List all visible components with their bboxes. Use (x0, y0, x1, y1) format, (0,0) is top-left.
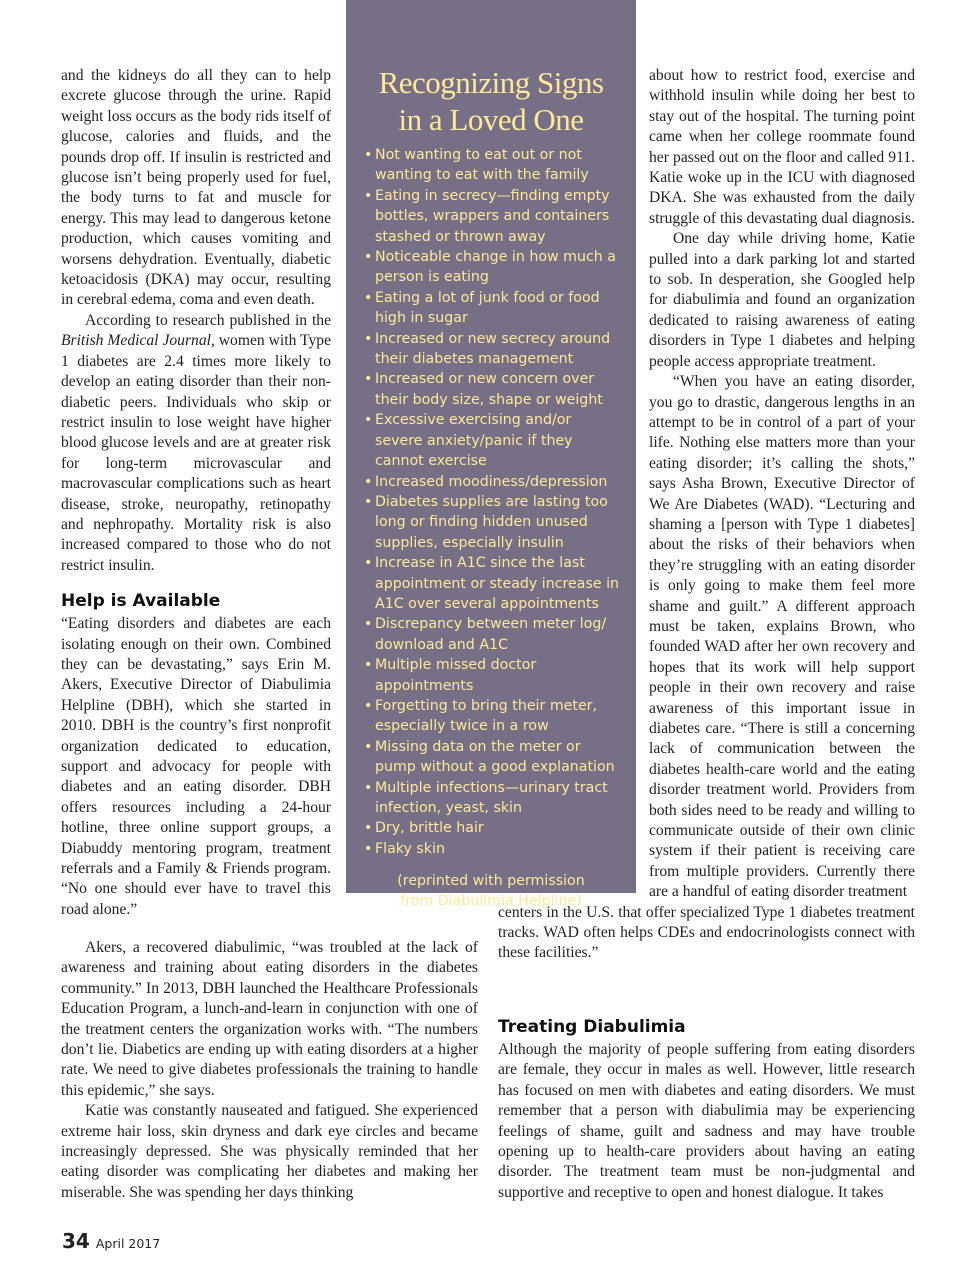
sign-list-item: • Missing data on the meter or pump without a good explanation (364, 737, 622, 778)
section-heading-help: Help is Available (61, 591, 221, 612)
body-paragraph: about how to restrict food, exercise and withhold insulin while doing her best to stay out of the hospital. The turning point came when her college roommate found her passed out on the floor and called 911. Katie woke up in the ICU with diagnosed DKA. She was exhausted from the daily struggle of this devastating dual diagnosis. (649, 67, 915, 227)
sign-list-item: • Dry, brittle hair (364, 818, 622, 838)
body-paragraph: and the kidneys do all they can to help excrete glucose through the urine. Rapid weight loss occurs as the body rids itself of glucose, calories and fluids, and the pounds drop off. If insulin is restricted and glucose isn’t being properly used for fuel, the body turns to fat and muscle for energy. This may lead to dangerous ketone production, which causes vomiting and worsens dehydration. Eventually, diabetic ketoacidosis (DKA) may occur, resulting in cerebral edema, coma and even death. (61, 67, 331, 309)
sign-list-item: • Flaky skin (364, 839, 622, 859)
left-lower-column (61, 938, 478, 1203)
body-paragraph (61, 311, 331, 576)
sign-list-item: • Noticeable change in how much a person is eating (364, 247, 622, 288)
sign-list-item: • Increase in A1C since the last appointment or steady increase in A1C over several appointments (364, 553, 622, 614)
sign-list-item: • Forgetting to bring their meter, especially twice in a row (364, 696, 622, 737)
sidebar-title-line: Recognizing Signs (378, 65, 604, 100)
body-paragraph: Akers, a recovered diabulimic, “was troubled at the lack of awareness and training about eating disorders in the diabetes community.” In 2013, DBH launched the Healthcare Professionals Education Program, a lunch-and-learn in conjunction with one of the treatment centers the organization works with. “The numbers don’t lie. Diabetics are ending up with eating disorders at a higher rate. We need to give diabetes professionals the training to handle this epidemic,” she says. (61, 939, 478, 1099)
right-column (649, 66, 915, 903)
credit-line: (reprinted with permission (397, 873, 585, 890)
body-text: According to research published in the (85, 311, 331, 329)
sign-list-item: • Increased moodiness/depression (364, 472, 622, 492)
section-heading-treating: Treating Diabulimia (498, 1017, 686, 1037)
sign-list-item: • Excessive exercising and/or severe anxiety/panic if they cannot exercise (364, 410, 622, 471)
sign-list-item: • Multiple missed doctor appointments (364, 655, 622, 696)
body-paragraph: centers in the U.S. that offer specialized Type 1 diabetes treatment tracks. WAD often helps CDEs and endocrinologists connect with these facilities.” (498, 903, 915, 962)
signs-list (346, 145, 636, 859)
credit-line: from Diabulimia Helpline) (400, 893, 582, 910)
sign-list-item: • Diabetes supplies are lasting too long or finding hidden unused supplies, especially insulin (364, 492, 622, 553)
body-paragraph (649, 372, 915, 903)
page-number: 34 (62, 1229, 90, 1253)
sign-list-item: • Multiple infections—urinary tract infection, yeast, skin (364, 778, 622, 819)
right-wrap-continuation (498, 903, 915, 964)
body-paragraph: Katie was constantly nauseated and fatigued. She experienced extreme hair loss, skin dryness and dark eye circles and became increasingly depressed. She was physically reminded that her eating disorder was complicating her diabetes and making her miserable. She was spending her days thinking (61, 1102, 478, 1201)
sign-list-item: • Eating a lot of junk food or food high in sugar (364, 288, 622, 329)
sign-list-item: • Increased or new secrecy around their diabetes management (364, 329, 622, 370)
body-text: “When you have an eating disorder, you go to drastic, dangerous lengths in an attempt to be in control of a part of your life. Nothing else matters more than your eating disorder; it’s calling the shots,” says Asha Brown, Executive Director of We Are Diabetes (WAD). “Lecturing and shaming a [person with Type 1 diabetes] about the risks of their behaviors when they’re struggling with an eating disorder is only going to make them feel more shame and guilt.” A different approach must be taken, explains Brown, who founded WAD after her own recovery and hopes that its work will help support people in their own recovery and raise awareness of this important issue in diabetes care. “There is still a concerning lack of communication between the diabetes health-care world and the eating disorder treatment world. Providers from both sides need to be ready and willing to communicate outside of their own clinic system if their patient is receiving care from multiple providers. Currently there are a handful of eating disorder treatment (649, 373, 915, 901)
body-paragraph: “Eating disorders and diabetes are each isolating enough on their own. Combined they can be devastating,” says Erin M. Akers, Executive Director of Diabulimia Helpline (DBH), which she started in 2010. DBH is the country’s first nonprofit organization dedicated to education, support and advocacy for people with diabetes and an eating disorder. DBH offers resources including a 24-hour hotline, three online support groups, a Diabuddy mentoring program, treatment referrals and a Family & Friends program. “No one should ever have to travel this road alone.” (61, 615, 331, 918)
sidebar-title (346, 64, 636, 138)
body-paragraph: One day while driving home, Katie pulled into a dark parking lot and started to sob. In desperation, she Googled help for diabulimia and found an organization dedicated to raising awareness of eating disorders in Type 1 diabetes and helping people access appropriate treatment. (649, 230, 915, 370)
body-paragraph: Although the majority of people suffering from eating disorders are female, they occur in males as well. However, little research has focused on men with diabetes and eating disorders. We must remember that a person with diabulimia may be experiencing feelings of shame, guilt and sadness and may have trouble opening up to health-care providers about having an eating disorder. The treatment team must be non-judgmental and supportive and receptive to open and honest dialogue. It takes (498, 1041, 915, 1201)
left-column (61, 66, 331, 920)
sign-list-item: • Discrepancy between meter log/ download and A1C (364, 614, 622, 655)
journal-title: British Medical Journal (61, 332, 211, 350)
sign-list-item: • Not wanting to eat out or not wanting to eat with the family (364, 145, 622, 186)
body-text: , women with Type 1 diabetes are 2.4 times more likely to develop an eating disorder than their non-diabetic peers. Individuals who skip or restrict insulin to lose weight have higher blood glucose levels and are at greater risk for long-term microvascular and macrovascular complications such as heart disease, stroke, neuropathy, retinopathy and nephropathy. Mortality risk is also increased compared to those who do not restrict insulin. (61, 332, 331, 574)
page-footer (62, 1229, 160, 1253)
issue-date: April 2017 (95, 1236, 161, 1251)
sidebar-title-line: in a Loved One (398, 102, 584, 137)
sign-list-item: • Eating in secrecy—finding empty bottles, wrappers and containers stashed or thrown away (364, 186, 622, 247)
sign-list-item: • Increased or new concern over their body size, shape or weight (364, 369, 622, 410)
sidebar-box (346, 0, 636, 910)
right-lower-column (498, 1016, 915, 1203)
